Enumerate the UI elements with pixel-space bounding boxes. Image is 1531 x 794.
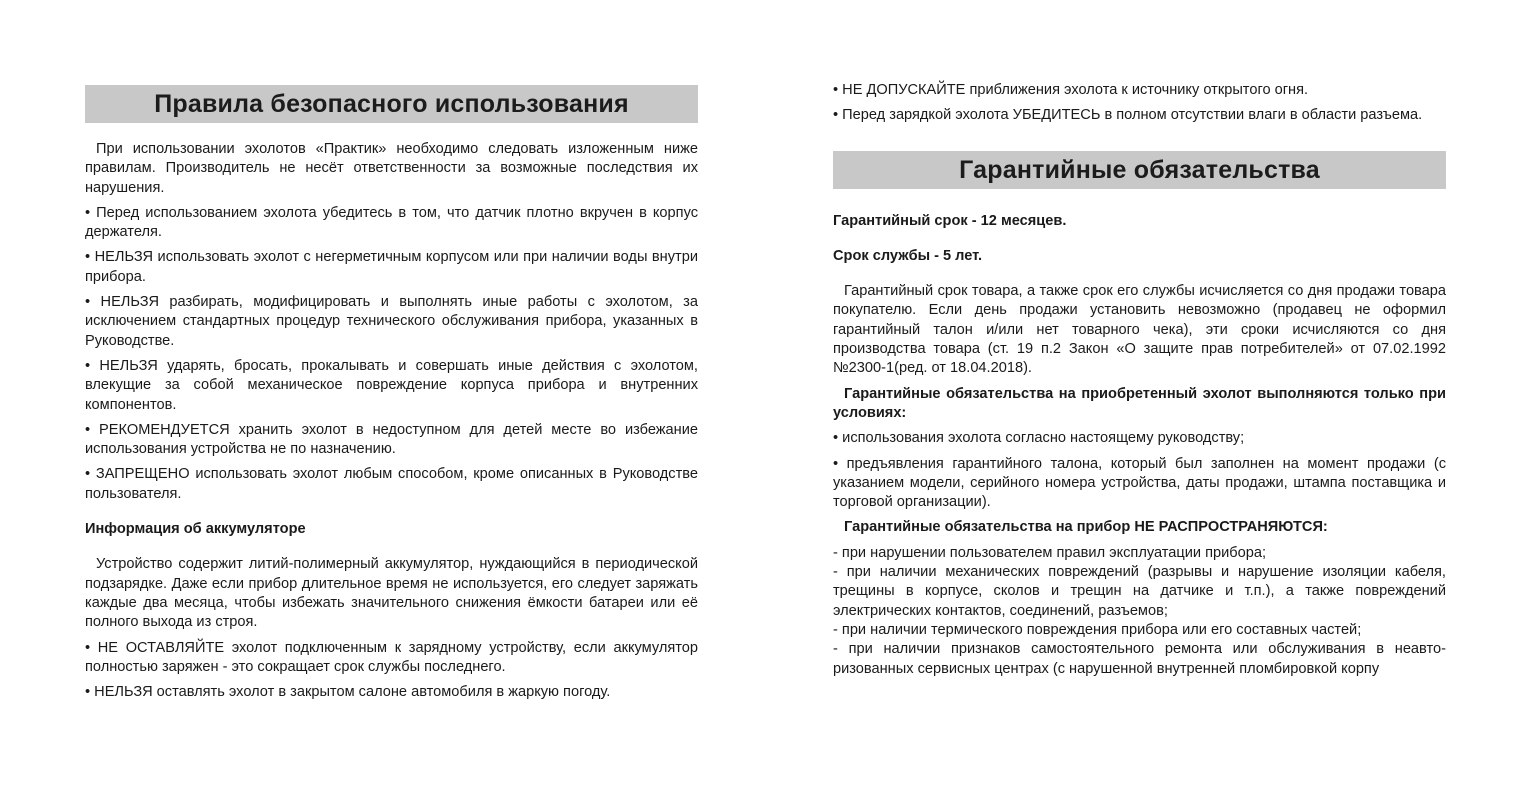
charging-safety-rule: • Перед зарядкой эхолота УБЕДИТЕСЬ в полном отсутствии влаги в области разъема.	[833, 107, 1423, 124]
warranty-exclusion-4: - при наличии признаков самостоятельного ремонта или обслуживания в неавторизованных сервисных центрах (с нарушенной внутренней пломбировкой корпу	[833, 641, 1446, 677]
warranty-condition-1: • использования эхолота согласно настоящему руководству;	[833, 430, 1245, 447]
warranty-exclusion-1: - при нарушении пользователем правил эксплуатации прибора;	[833, 544, 1267, 561]
service-life: Срок службы - 5 лет.	[833, 247, 983, 264]
safety-rule-6: • ЗАПРЕЩЕНО использовать эхолот любым способом, кроме описанных в Руководстве пользователя.	[85, 466, 698, 502]
fire-safety-rule: • НЕ ДОПУСКАЙТЕ приближения эхолота к источнику открытого огня.	[833, 82, 1309, 98]
warranty-paragraph: Гарантийный срок товара, а также срок его службы исчисляется со дня продажи товара покупателю. Если день продажи установить невозможно (продавец не оформил гарантийный талон и/или нет товарного чека), эти сроки исчисляются со дня производства товара (ст. 19 п.2 Закон «О защите прав потребителей» от 07.02.1992 №2300-1(ред. от 18.04.2018).	[833, 283, 1446, 377]
battery-intro-paragraph: Устройство содержит литий-полимерный аккумулятор, нуждающийся в периодической подзарядке. Даже если прибор длительное время не используется, его следует заряжать каждые два месяца, чтобы избежать значительного снижения ёмкости батареи или её полного выхода из строя.	[85, 556, 698, 631]
safety-rule-1: • Перед использованием эхолота убедитесь в том, что датчик плотно вкручен в корпус держателя.	[85, 204, 698, 241]
safety-rule-3: • НЕЛЬЗЯ разбирать, модифицировать и выполнять иные работы с эхолотом, за исключением стандартных процедур технического обслуживания прибора, указанных в Руководстве.	[85, 294, 698, 349]
warranty-exclusion-2: - при наличии механических повреждений (разрывы и нарушение изоляции кабеля, трещины в корпусе, сколов и трещин на датчике и т.п.), а также повреждений электрических контактов, соединений, разъемов;	[833, 564, 1446, 619]
warranty-exclusions-heading: Гарантийные обязательства на прибор НЕ РАСПРОСТРАНЯЮТСЯ:	[844, 519, 1328, 536]
safety-rule-2: • НЕЛЬЗЯ использовать эхолот с негерметичным корпусом или при наличии воды внутри прибора.	[85, 249, 698, 285]
right-page	[833, 0, 1446, 679]
battery-rule-1: • НЕ ОСТАВЛЯЙТЕ эхолот подключенным к зарядному устройству, если аккумулятор полностью заряжен - это сокращает срок службы последнего.	[85, 639, 698, 675]
warranty-conditions-heading: Гарантийные обязательства на приобретенный эхолот выполняются только при условиях:	[833, 385, 1446, 421]
left-page	[85, 0, 698, 702]
warranty-heading: Гарантийные обязательства	[833, 151, 1446, 189]
warranty-period: Гарантийный срок - 12 месяцев.	[833, 212, 1067, 229]
safety-rule-5: • РЕКОМЕНДУЕТСЯ хранить эхолот в недоступном для детей месте во избежание использования устройства не по назначению.	[85, 421, 698, 458]
warranty-exclusion-3: - при наличии термического повреждения прибора или его составных частей;	[833, 621, 1362, 638]
battery-rule-2: • НЕЛЬЗЯ оставлять эхолот в закрытом салоне автомобиля в жаркую погоду.	[85, 684, 611, 701]
safety-rules-heading: Правила безопасного использования	[85, 85, 698, 123]
safety-intro-paragraph: При использовании эхолотов «Практик» необходимо следовать изложенным ниже правилам. Производитель не несёт ответственности за возможные последствия их нарушения.	[85, 141, 698, 196]
safety-rule-4: • НЕЛЬЗЯ ударять, бросать, прокалывать и совершать иные действия с эхолотом, влекущие за собой механическое повреждение корпуса прибора и внутренних компонентов.	[85, 357, 698, 413]
warranty-condition-2: • предъявления гарантийного талона, который был заполнен на момент продажи (с указанием модели, серийного номера устройства, даты продажи, штампа поставщика и торговой организации).	[833, 455, 1446, 511]
battery-info-heading: Информация об аккумуляторе	[85, 521, 306, 538]
